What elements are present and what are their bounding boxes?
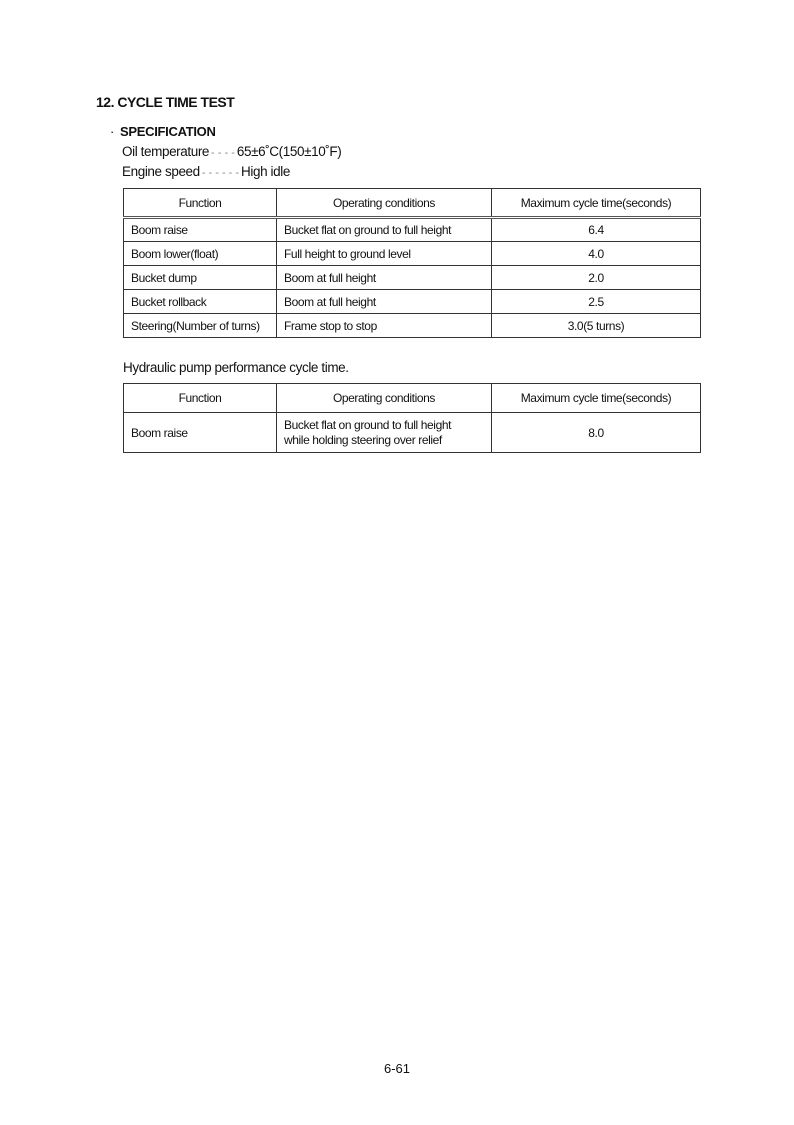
header-function: Function [124, 189, 277, 218]
table-row [124, 242, 701, 266]
engine-speed-value: High idle [241, 164, 290, 179]
cycle-time-cell: 8.0 [492, 413, 701, 453]
table-header-row [124, 189, 701, 218]
header-operating-conditions: Operating conditions [277, 384, 492, 413]
bullet: · [110, 124, 115, 139]
function-cell: Boom raise [124, 218, 277, 242]
table-header-row [124, 384, 701, 413]
oil-temperature-leader: - - - - [211, 147, 235, 159]
cycle-time-cell: 6.4 [492, 218, 701, 242]
hydraulic-pump-subtitle: Hydraulic pump performance cycle time. [123, 360, 349, 375]
table-row [124, 218, 701, 242]
header-function: Function [124, 384, 277, 413]
hydraulic-pump-table [123, 383, 701, 453]
oil-temperature-line [122, 144, 341, 159]
header-operating-conditions: Operating conditions [277, 189, 492, 218]
function-cell: Bucket rollback [124, 290, 277, 314]
cycle-time-cell: 2.5 [492, 290, 701, 314]
table-row [124, 413, 701, 453]
engine-speed-leader: - - - - - - [201, 167, 240, 179]
page-number: 6-61 [383, 1061, 411, 1076]
cycle-time-cell: 4.0 [492, 242, 701, 266]
conditions-cell: Full height to ground level [277, 242, 492, 266]
oil-temperature-label: Oil temperature [122, 144, 210, 159]
cycle-time-cell: 3.0(5 turns) [492, 314, 701, 338]
function-cell: Boom raise [124, 413, 277, 453]
conditions-line-1: Bucket flat on ground to full height [284, 417, 452, 432]
conditions-cell: Boom at full height [277, 266, 492, 290]
specification-heading-text: SPECIFICATION [120, 124, 216, 139]
function-cell: Bucket dump [124, 266, 277, 290]
specification-heading [110, 124, 216, 139]
table-row [124, 314, 701, 338]
conditions-cell: Frame stop to stop [277, 314, 492, 338]
cycle-time-table [123, 188, 701, 338]
engine-speed-line [122, 164, 290, 179]
engine-speed-label: Engine speed [122, 164, 200, 179]
header-max-cycle-time: Maximum cycle time(seconds) [492, 189, 701, 218]
function-cell: Steering(Number of turns) [124, 314, 277, 338]
table-row [124, 290, 701, 314]
table-row [124, 266, 701, 290]
header-max-cycle-time: Maximum cycle time(seconds) [492, 384, 701, 413]
conditions-cell [277, 413, 492, 453]
function-cell: Boom lower(float) [124, 242, 277, 266]
conditions-cell: Boom at full height [277, 290, 492, 314]
section-title: 12. CYCLE TIME TEST [96, 94, 235, 110]
cycle-time-cell: 2.0 [492, 266, 701, 290]
oil-temperature-value: 65±6˚C(150±10˚F) [236, 144, 342, 159]
conditions-line-2: while holding steering over relief [284, 432, 442, 447]
conditions-cell: Bucket flat on ground to full height [277, 218, 492, 242]
